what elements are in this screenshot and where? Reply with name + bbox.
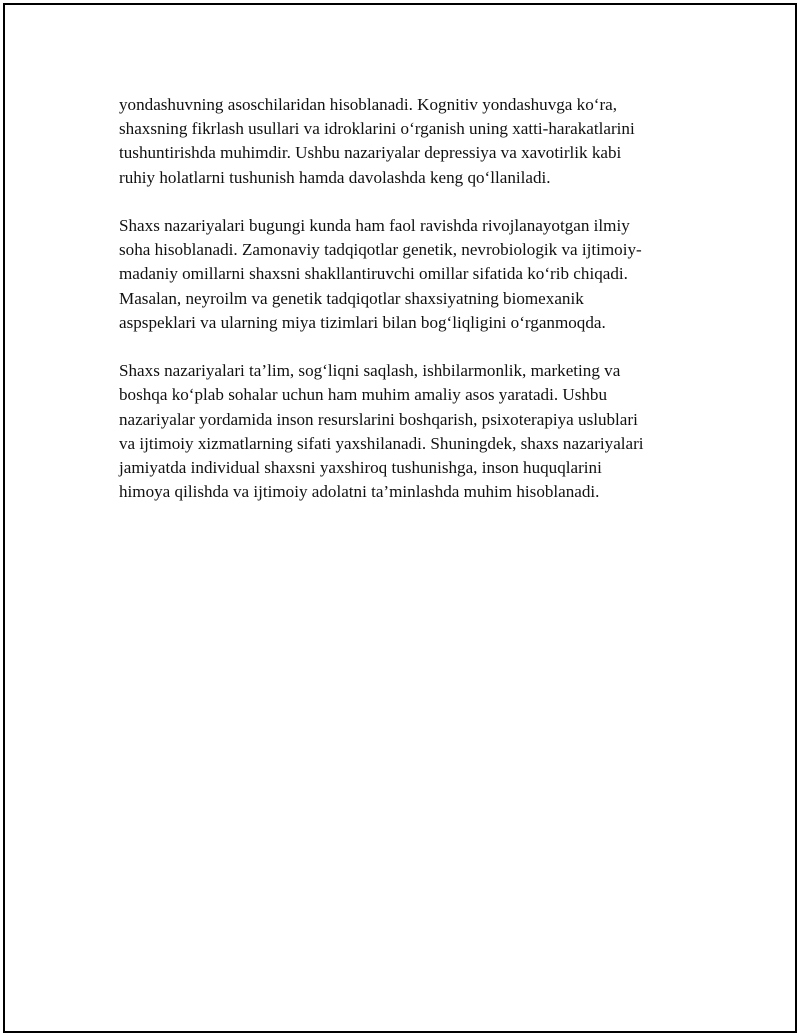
text-line: madaniy omillarni shaxsni shakllantiruvchi omillar sifatida koʻrib chiqadi.	[119, 264, 628, 284]
text-line: soha hisoblanadi. Zamonaviy tadqiqotlar genetik, nevrobiologik va ijtimoiy-	[119, 240, 642, 260]
text-line: yondashuvning asoschilaridan hisoblanadi. Kognitiv yondashuvga koʻra,	[119, 95, 618, 114]
text-line: boshqa koʻplab sohalar uchun ham muhim amaliy asos yaratadi. Ushbu	[119, 385, 608, 405]
text-line: va ijtimoiy xizmatlarning sifati yaxshilanadi. Shuningdek, shaxs nazariyalari	[119, 433, 644, 453]
document-page	[3, 3, 797, 1033]
paragraph-practical-applications	[119, 359, 689, 504]
text-line: aspspeklari va ularning miya tizimlari bilan bogʻliqligini oʻrganmoqda.	[119, 312, 606, 332]
paragraph-cognitive-approach	[119, 93, 689, 190]
document-body	[119, 93, 689, 529]
paragraph-modern-research	[119, 214, 689, 335]
text-line: himoya qilishda va ijtimoiy adolatni ta’minlashda muhim hisoblanadi.	[119, 482, 600, 502]
text-line: jamiyatda individual shaxsni yaxshiroq tushunishga, inson huquqlarini	[119, 458, 602, 478]
text-line: nazariyalar yordamida inson resurslarini boshqarish, psixoterapiya uslublari	[119, 409, 638, 429]
text-line: tushuntirishda muhimdir. Ushbu nazariyalar depressiya va xavotirlik kabi	[119, 143, 622, 163]
text-line: Shaxs nazariyalari ta’lim, sogʻliqni saqlash, ishbilarmonlik, marketing va	[119, 361, 621, 381]
text-line: Shaxs nazariyalari bugungi kunda ham faol ravishda rivojlanayotgan ilmiy	[119, 216, 630, 235]
text-line: shaxsning fikrlash usullari va idroklarini oʻrganish uning xatti-harakatlarini	[119, 119, 635, 139]
text-line: ruhiy holatlarni tushunish hamda davolashda keng qoʻllaniladi.	[119, 167, 551, 187]
text-line: Masalan, neyroilm va genetik tadqiqotlar shaxsiyatning biomexanik	[119, 288, 584, 308]
